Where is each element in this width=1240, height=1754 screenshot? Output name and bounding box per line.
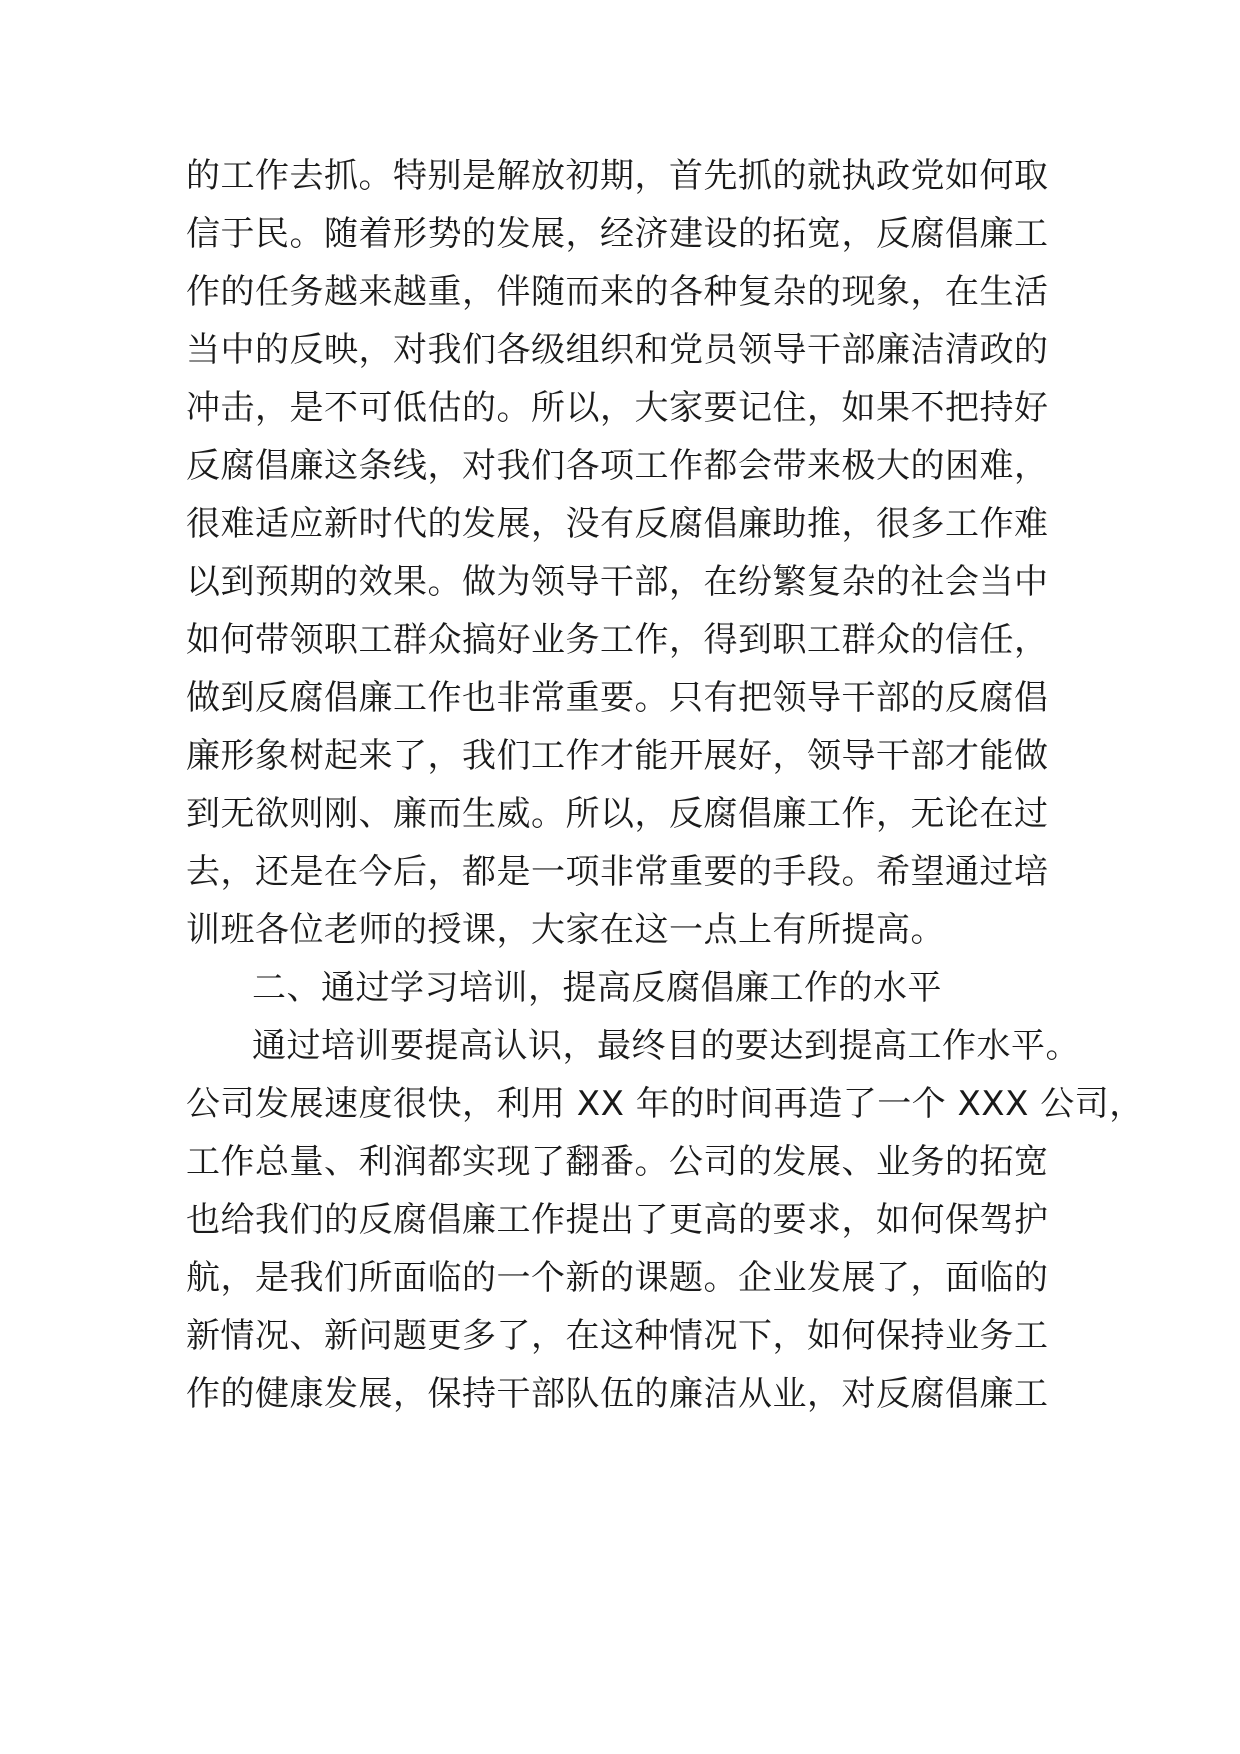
paragraph-line: 到无欲则刚、廉而生威。所以，反腐倡廉工作，无论在过 — [186, 794, 1049, 834]
paragraph-line: 如何带领职工群众搞好业务工作，得到职工群众的信任， — [186, 620, 1049, 660]
section-heading: 二、通过学习培训，提高反腐倡廉工作的水平 — [252, 968, 942, 1008]
paragraph-line: 航，是我们所面临的一个新的课题。企业发展了，面临的 — [186, 1258, 1049, 1298]
paragraph-line: 去，还是在今后，都是一项非常重要的手段。希望通过培 — [186, 852, 1049, 892]
paragraph-line: 也给我们的反腐倡廉工作提出了更高的要求，如何保驾护 — [186, 1200, 1049, 1240]
paragraph-line: 冲击，是不可低估的。所以，大家要记住，如果不把持好 — [186, 388, 1049, 428]
paragraph-line: 公司发展速度很快，利用 XX 年的时间再造了一个 XXX 公司， — [186, 1084, 1144, 1124]
paragraph-line: 训班各位老师的授课，大家在这一点上有所提高。 — [186, 910, 945, 950]
paragraph-line: 很难适应新时代的发展，没有反腐倡廉助推，很多工作难 — [186, 504, 1049, 544]
paragraph-line: 当中的反映，对我们各级组织和党员领导干部廉洁清政的 — [186, 330, 1049, 370]
paragraph-line: 作的健康发展，保持干部队伍的廉洁从业，对反腐倡廉工 — [186, 1374, 1049, 1414]
paragraph-line: 新情况、新问题更多了，在这种情况下，如何保持业务工 — [186, 1316, 1049, 1356]
paragraph-line: 通过培训要提高认识，最终目的要达到提高工作水平。 — [252, 1026, 1080, 1066]
paragraph-line: 的工作去抓。特别是解放初期，首先抓的就执政党如何取 — [186, 156, 1049, 196]
paragraph-line: 做到反腐倡廉工作也非常重要。只有把领导干部的反腐倡 — [186, 678, 1049, 718]
paragraph-line: 反腐倡廉这条线，对我们各项工作都会带来极大的困难， — [186, 446, 1049, 486]
paragraph-line: 工作总量、利润都实现了翻番。公司的发展、业务的拓宽 — [186, 1142, 1049, 1182]
paragraph-line: 以到预期的效果。做为领导干部，在纷繁复杂的社会当中 — [186, 562, 1049, 602]
paragraph-line: 信于民。随着形势的发展，经济建设的拓宽，反腐倡廉工 — [186, 214, 1049, 254]
paragraph-line: 廉形象树起来了，我们工作才能开展好，领导干部才能做 — [186, 736, 1049, 776]
paragraph-line: 作的任务越来越重，伴随而来的各种复杂的现象，在生活 — [186, 272, 1049, 312]
